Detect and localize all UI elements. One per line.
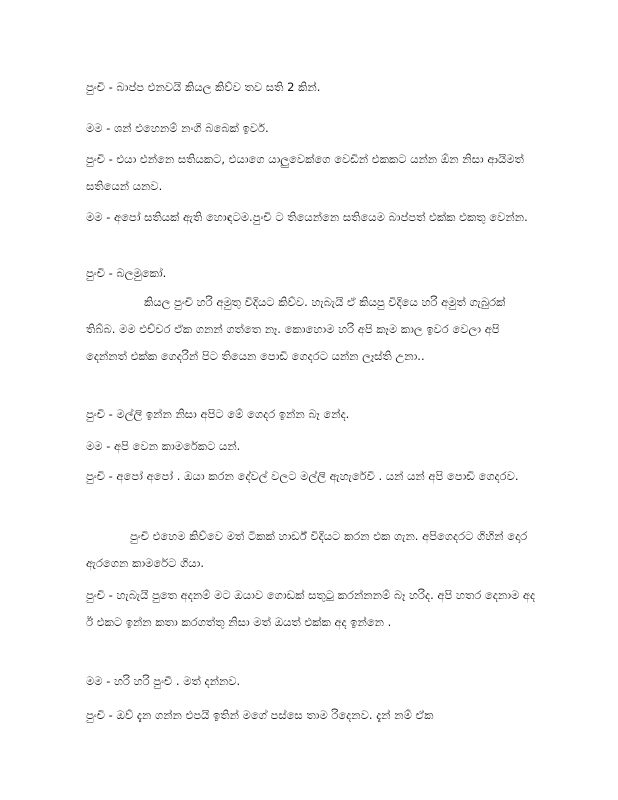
paragraph-6 xyxy=(86,289,536,370)
paragraph-4 xyxy=(86,204,536,231)
paragraph-5 xyxy=(86,260,536,287)
paragraph-13-text: පුංචි - ඔව් දැන ගන්න එපයි ඉතින් මගේ පස්සෙ තාම රිදෙනව. දැන් නම් ඒක xyxy=(86,708,434,722)
paragraph-10 xyxy=(86,523,536,577)
paragraph-12 xyxy=(86,668,536,695)
paragraph-7-text: පුංචි - මල්ලි ඉන්න නිසා අපිට මේ ගෙදර ඉන්න බෑ නේද. xyxy=(86,407,350,421)
paragraph-6-text: කියල පුංචි හරි අමුතු විදියට කිව්ව. හැබැයි ඒ කියපු විදියෙ හරි අමුත් ගැබුරක් තිබ්බ. මම එච්චර ඒක ගනන් ගත්තෙ නෑ. කොහොම හරි අපි කෑම කාල ඉවර වෙලා අපි දෙන්නත් එක්ක ගෙදරින් පිට තියෙන පොඩි ගෙදරට යන්න ලෑස්ති උනා.. xyxy=(86,295,506,363)
paragraph-8-text: මම - අපි වෙන කාමරේකට යන්. xyxy=(86,439,241,453)
paragraph-13 xyxy=(86,702,536,729)
paragraph-12-text: මම - හරි හරි පුංචී . මත් දන්නව. xyxy=(86,674,241,688)
paragraph-11 xyxy=(86,582,536,636)
paragraph-10-text: පුංචි එහෙම කිව්වෙ මත් ටිකක් හාර්ඩ් විදියට කරන එක ගැන. අපිගෙදරට ගිහින් දොර ඇරගෙන කාමරේට ගියා. xyxy=(86,529,528,570)
paragraph-3 xyxy=(86,146,536,200)
paragraph-2 xyxy=(86,115,536,142)
paragraph-9-text: පුංචි - අපෝ අපෝ . ඔයා කරන දේවල් වලට මල්ලි ඇහැරේවි . යන් යන් අපි පොඩි ගෙදරව. xyxy=(86,469,519,483)
paragraph-8 xyxy=(86,433,536,460)
paragraph-4-text: මම - අපෝ සතියක් ඇති හොඳටම.පුංචි ට තියෙන්නෙ සතියෙම බාප්පත් එක්ක එකතු වෙන්න. xyxy=(86,210,528,224)
paragraph-1 xyxy=(86,74,536,101)
paragraph-9 xyxy=(86,463,536,490)
paragraph-1-text: පුංචි - බාප්ප එනවයි කියල කිව්ව තව සති 2 කින්. xyxy=(86,80,321,94)
paragraph-11-text: පුංචි - හැබැයි පුතෙ අදනම් මට ඔයාව ගොඩක් සතුටු කරන්නනම් බෑ හරිද. අපි හතර දෙනාම අද ඊ එකට ඉන්න කතා කරගත්තු නිසා මත් ඔයත් එක්ක අද ඉන්නෙ . xyxy=(86,588,536,629)
paragraph-5-text: පුංචි - බලමුකෝ. xyxy=(86,266,167,280)
paragraph-3-text: පුංචි - එයා එන්නෙ සතියකට, එයාගෙ යාලුවෙක්ගෙ වෙඩින් එකකට යන්න ඕන නිසා ආයිමත් සතියෙන් යනව. xyxy=(86,152,524,193)
paragraph-2-text: මම - ශන් එහෙනම් නංගි බබෙක් ඉවර්. xyxy=(86,121,269,135)
paragraph-7 xyxy=(86,401,536,428)
